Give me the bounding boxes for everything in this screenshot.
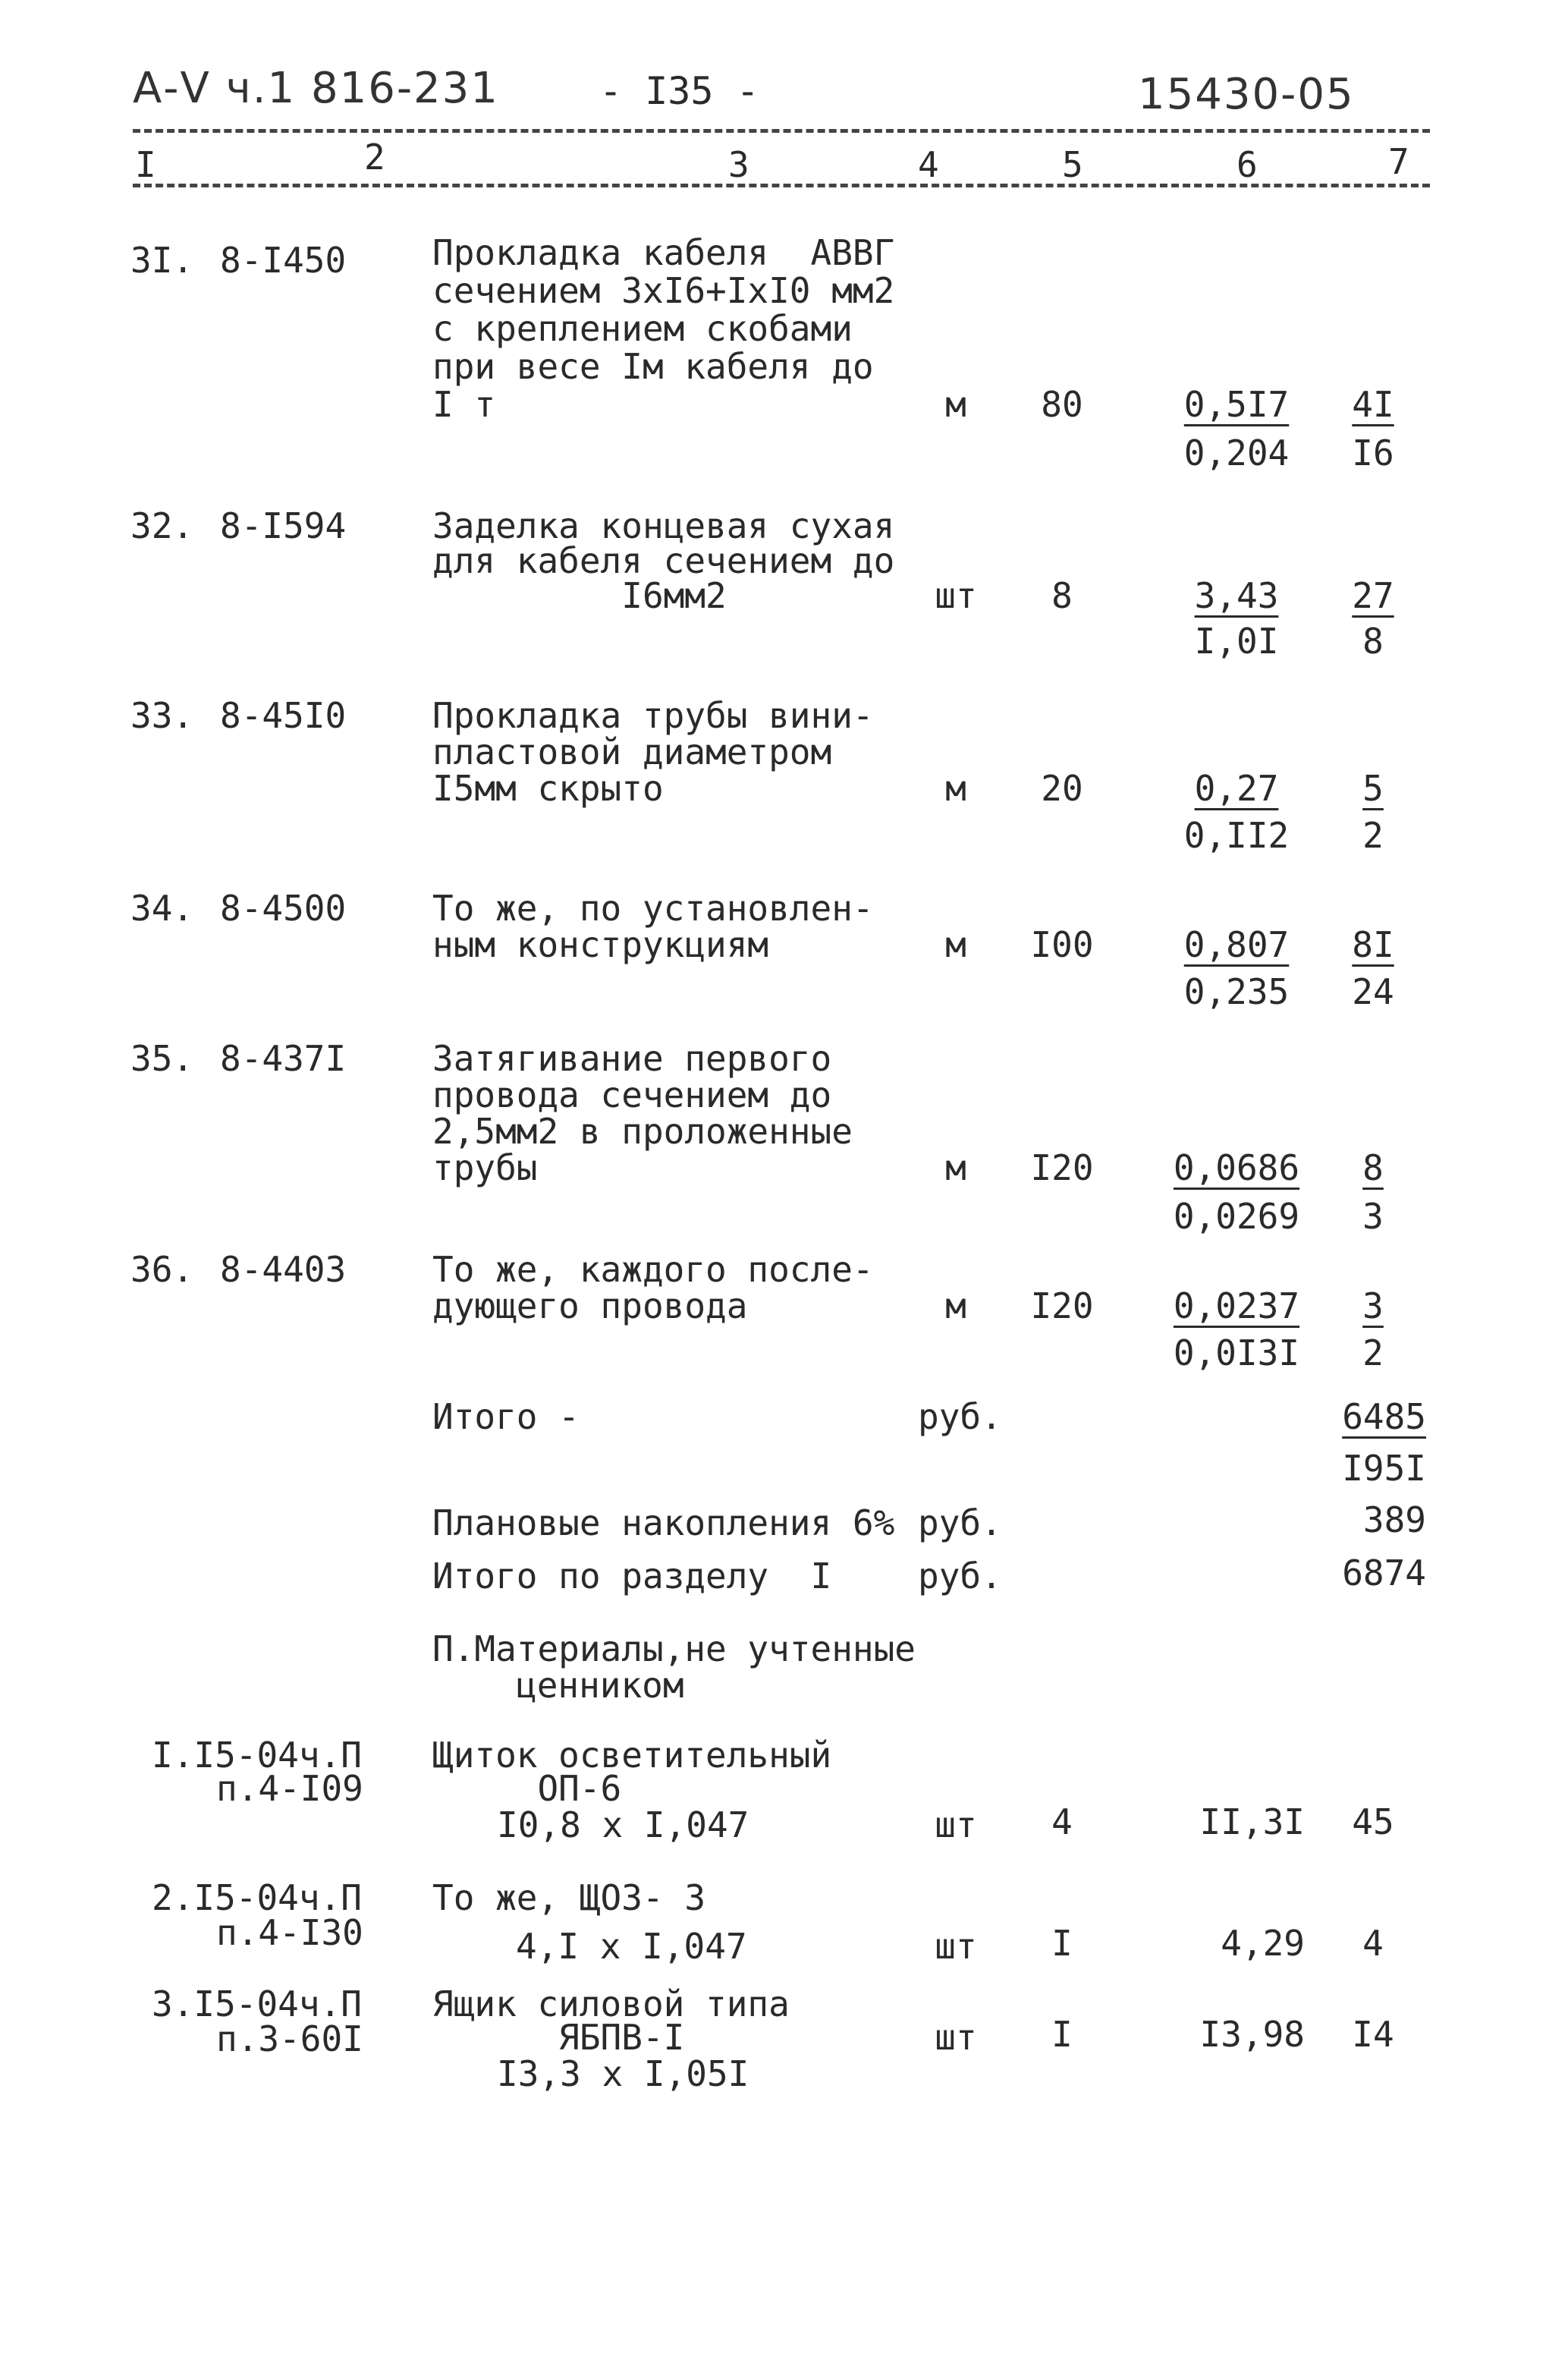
row-quantity: 8 bbox=[1051, 575, 1073, 616]
row-price-top: 0,5I7 bbox=[1183, 384, 1290, 425]
row-quantity: I20 bbox=[1030, 1285, 1094, 1326]
material-quantity: I bbox=[1051, 1923, 1073, 1964]
row-quantity: 20 bbox=[1041, 768, 1083, 809]
row-number: 36. bbox=[130, 1249, 194, 1290]
row-description-line: с креплением скобами bbox=[432, 308, 853, 349]
row-quantity: 80 bbox=[1041, 384, 1083, 425]
row-number: 35. bbox=[130, 1038, 194, 1079]
row-price-bottom: 0,II2 bbox=[1183, 815, 1290, 856]
column-number-4: 4 bbox=[918, 144, 939, 185]
column-number-3: 3 bbox=[728, 144, 749, 185]
total-value-bottom: I95I bbox=[1342, 1448, 1426, 1489]
material-unit: шт bbox=[935, 1804, 977, 1845]
row-code: 8-I594 bbox=[220, 505, 347, 546]
row-number: 3I. bbox=[130, 240, 194, 281]
column-number-5: 5 bbox=[1062, 144, 1083, 185]
row-description-line: I6мм2 bbox=[432, 575, 727, 616]
section-total-label: Итого по разделу I bbox=[432, 1556, 832, 1596]
row-price-bottom: 0,204 bbox=[1183, 433, 1290, 473]
header-divider-top bbox=[133, 129, 1430, 133]
row-price-bottom: 0,235 bbox=[1183, 971, 1290, 1012]
total-unit: руб. bbox=[918, 1396, 1002, 1437]
row-number: 32. bbox=[130, 505, 194, 546]
row-description-line: трубы bbox=[432, 1147, 538, 1188]
header-divider-bottom bbox=[133, 184, 1430, 187]
row-sum-bottom: 2 bbox=[1362, 815, 1384, 856]
row-code: 8-4500 bbox=[220, 888, 347, 929]
material-calculation: 4,I х I,047 bbox=[516, 1926, 747, 1967]
row-description-line: I5мм скрыто bbox=[432, 768, 664, 809]
row-code: 8-4403 bbox=[220, 1249, 347, 1290]
material-reference: 2.I5-04ч.П bbox=[152, 1877, 362, 1918]
material-price: I3,98 bbox=[1199, 2014, 1305, 2055]
row-description-line: сечением 3хI6+IхI0 мм2 bbox=[432, 270, 895, 311]
row-description-line: Заделка концевая сухая bbox=[432, 505, 895, 546]
total-value-top: 6485 bbox=[1342, 1396, 1426, 1437]
material-reference: 3.I5-04ч.П bbox=[152, 1983, 362, 2024]
row-price-bottom: I,0I bbox=[1194, 621, 1279, 662]
row-description-line: То же, каждого после- bbox=[432, 1249, 874, 1290]
row-quantity: I00 bbox=[1030, 924, 1094, 965]
material-description: То же, ЩОЗ- 3 bbox=[432, 1877, 706, 1918]
material-price: 4,29 bbox=[1221, 1923, 1305, 1964]
row-description-line: для кабеля сечением до bbox=[432, 540, 895, 581]
material-description: ОП-6 bbox=[432, 1768, 622, 1809]
document-code: 15430-05 bbox=[1138, 70, 1355, 119]
row-code: 8-45I0 bbox=[220, 695, 347, 736]
row-sum-top: 4I bbox=[1352, 384, 1394, 425]
material-calculation: I0,8 х I,047 bbox=[497, 1804, 749, 1845]
row-sum-top: 3 bbox=[1362, 1285, 1384, 1326]
row-description-line: 2,5мм2 в проложенные bbox=[432, 1111, 853, 1152]
section-total-value: 6874 bbox=[1342, 1552, 1426, 1593]
row-number: 34. bbox=[130, 888, 194, 929]
row-description-line: пластовой диаметром bbox=[432, 731, 832, 772]
row-price-top: 0,0237 bbox=[1173, 1285, 1300, 1326]
row-unit: м bbox=[945, 1147, 966, 1188]
row-description-line: Затягивание первого bbox=[432, 1038, 832, 1079]
section-total-unit: руб. bbox=[918, 1556, 1002, 1596]
material-reference-item: п.4-I09 bbox=[216, 1768, 363, 1809]
row-unit: шт bbox=[935, 575, 977, 616]
material-description: ЯБПВ-I bbox=[432, 2017, 685, 2058]
material-sum: 45 bbox=[1352, 1801, 1394, 1842]
material-price: II,3I bbox=[1199, 1801, 1305, 1842]
row-sum-top: 27 bbox=[1352, 575, 1394, 616]
column-number-6: 6 bbox=[1236, 144, 1258, 185]
material-calculation: I3,3 х I,05I bbox=[497, 2053, 749, 2094]
row-price-top: 0,27 bbox=[1194, 768, 1279, 809]
row-number: 33. bbox=[130, 695, 194, 736]
row-sum-top: 5 bbox=[1362, 768, 1384, 809]
row-sum-bottom: I6 bbox=[1352, 433, 1394, 473]
row-description-line: провода сечением до bbox=[432, 1074, 832, 1115]
row-description-line: То же, по установлен- bbox=[432, 888, 874, 929]
column-number-7: 7 bbox=[1388, 141, 1409, 182]
row-description-line: при весе Iм кабеля до bbox=[432, 346, 874, 387]
planned-savings-label: Плановые накопления 6% bbox=[432, 1502, 895, 1543]
row-price-bottom: 0,0269 bbox=[1173, 1196, 1300, 1237]
material-unit: шт bbox=[935, 2017, 977, 2058]
column-number-2: 2 bbox=[364, 137, 385, 178]
row-description-line: дующего провода bbox=[432, 1285, 748, 1326]
row-description-line: Прокладка кабеля АВВГ bbox=[432, 232, 895, 273]
row-code: 8-437I bbox=[220, 1038, 347, 1079]
material-quantity: I bbox=[1051, 2014, 1073, 2055]
row-unit: м bbox=[945, 768, 966, 809]
material-sum: 4 bbox=[1362, 1923, 1384, 1964]
material-quantity: 4 bbox=[1051, 1801, 1073, 1842]
row-price-top: 0,0686 bbox=[1173, 1147, 1300, 1188]
total-label: Итого - bbox=[432, 1396, 580, 1437]
row-sum-bottom: 8 bbox=[1362, 621, 1384, 662]
material-reference-item: п.3-60I bbox=[216, 2018, 363, 2059]
row-description-line: I т bbox=[432, 384, 496, 425]
row-sum-top: 8 bbox=[1362, 1147, 1384, 1188]
material-unit: шт bbox=[935, 1926, 977, 1967]
row-unit: м bbox=[945, 1285, 966, 1326]
row-sum-bottom: 3 bbox=[1362, 1196, 1384, 1237]
planned-savings-value: 389 bbox=[1362, 1499, 1426, 1540]
document-reference: А-V ч.1 816-231 bbox=[133, 64, 499, 113]
row-sum-bottom: 2 bbox=[1362, 1332, 1384, 1373]
material-reference: I.I5-04ч.П bbox=[152, 1735, 362, 1776]
page-number: - I35 - bbox=[599, 69, 759, 113]
material-description: Ящик силовой типа bbox=[432, 1983, 790, 2024]
row-unit: м bbox=[945, 924, 966, 965]
column-number-1: I bbox=[135, 144, 156, 185]
row-price-top: 3,43 bbox=[1194, 575, 1279, 616]
material-reference-item: п.4-I30 bbox=[216, 1912, 363, 1953]
row-unit: м bbox=[945, 384, 966, 425]
row-price-bottom: 0,0I3I bbox=[1173, 1332, 1300, 1373]
row-description-line: ным конструкциям bbox=[432, 924, 769, 965]
row-quantity: I20 bbox=[1030, 1147, 1094, 1188]
row-price-top: 0,807 bbox=[1183, 924, 1290, 965]
row-sum-bottom: 24 bbox=[1352, 971, 1394, 1012]
row-description-line: Прокладка трубы вини- bbox=[432, 695, 874, 736]
row-sum-top: 8I bbox=[1352, 924, 1394, 965]
material-sum: I4 bbox=[1352, 2014, 1394, 2055]
section-heading: П.Материалы,не учтенные bbox=[432, 1628, 916, 1669]
planned-savings-unit: руб. bbox=[918, 1502, 1002, 1543]
section-heading-continued: ценником bbox=[516, 1665, 684, 1706]
material-description: Щиток осветительный bbox=[432, 1735, 832, 1776]
row-code: 8-I450 bbox=[220, 240, 347, 281]
